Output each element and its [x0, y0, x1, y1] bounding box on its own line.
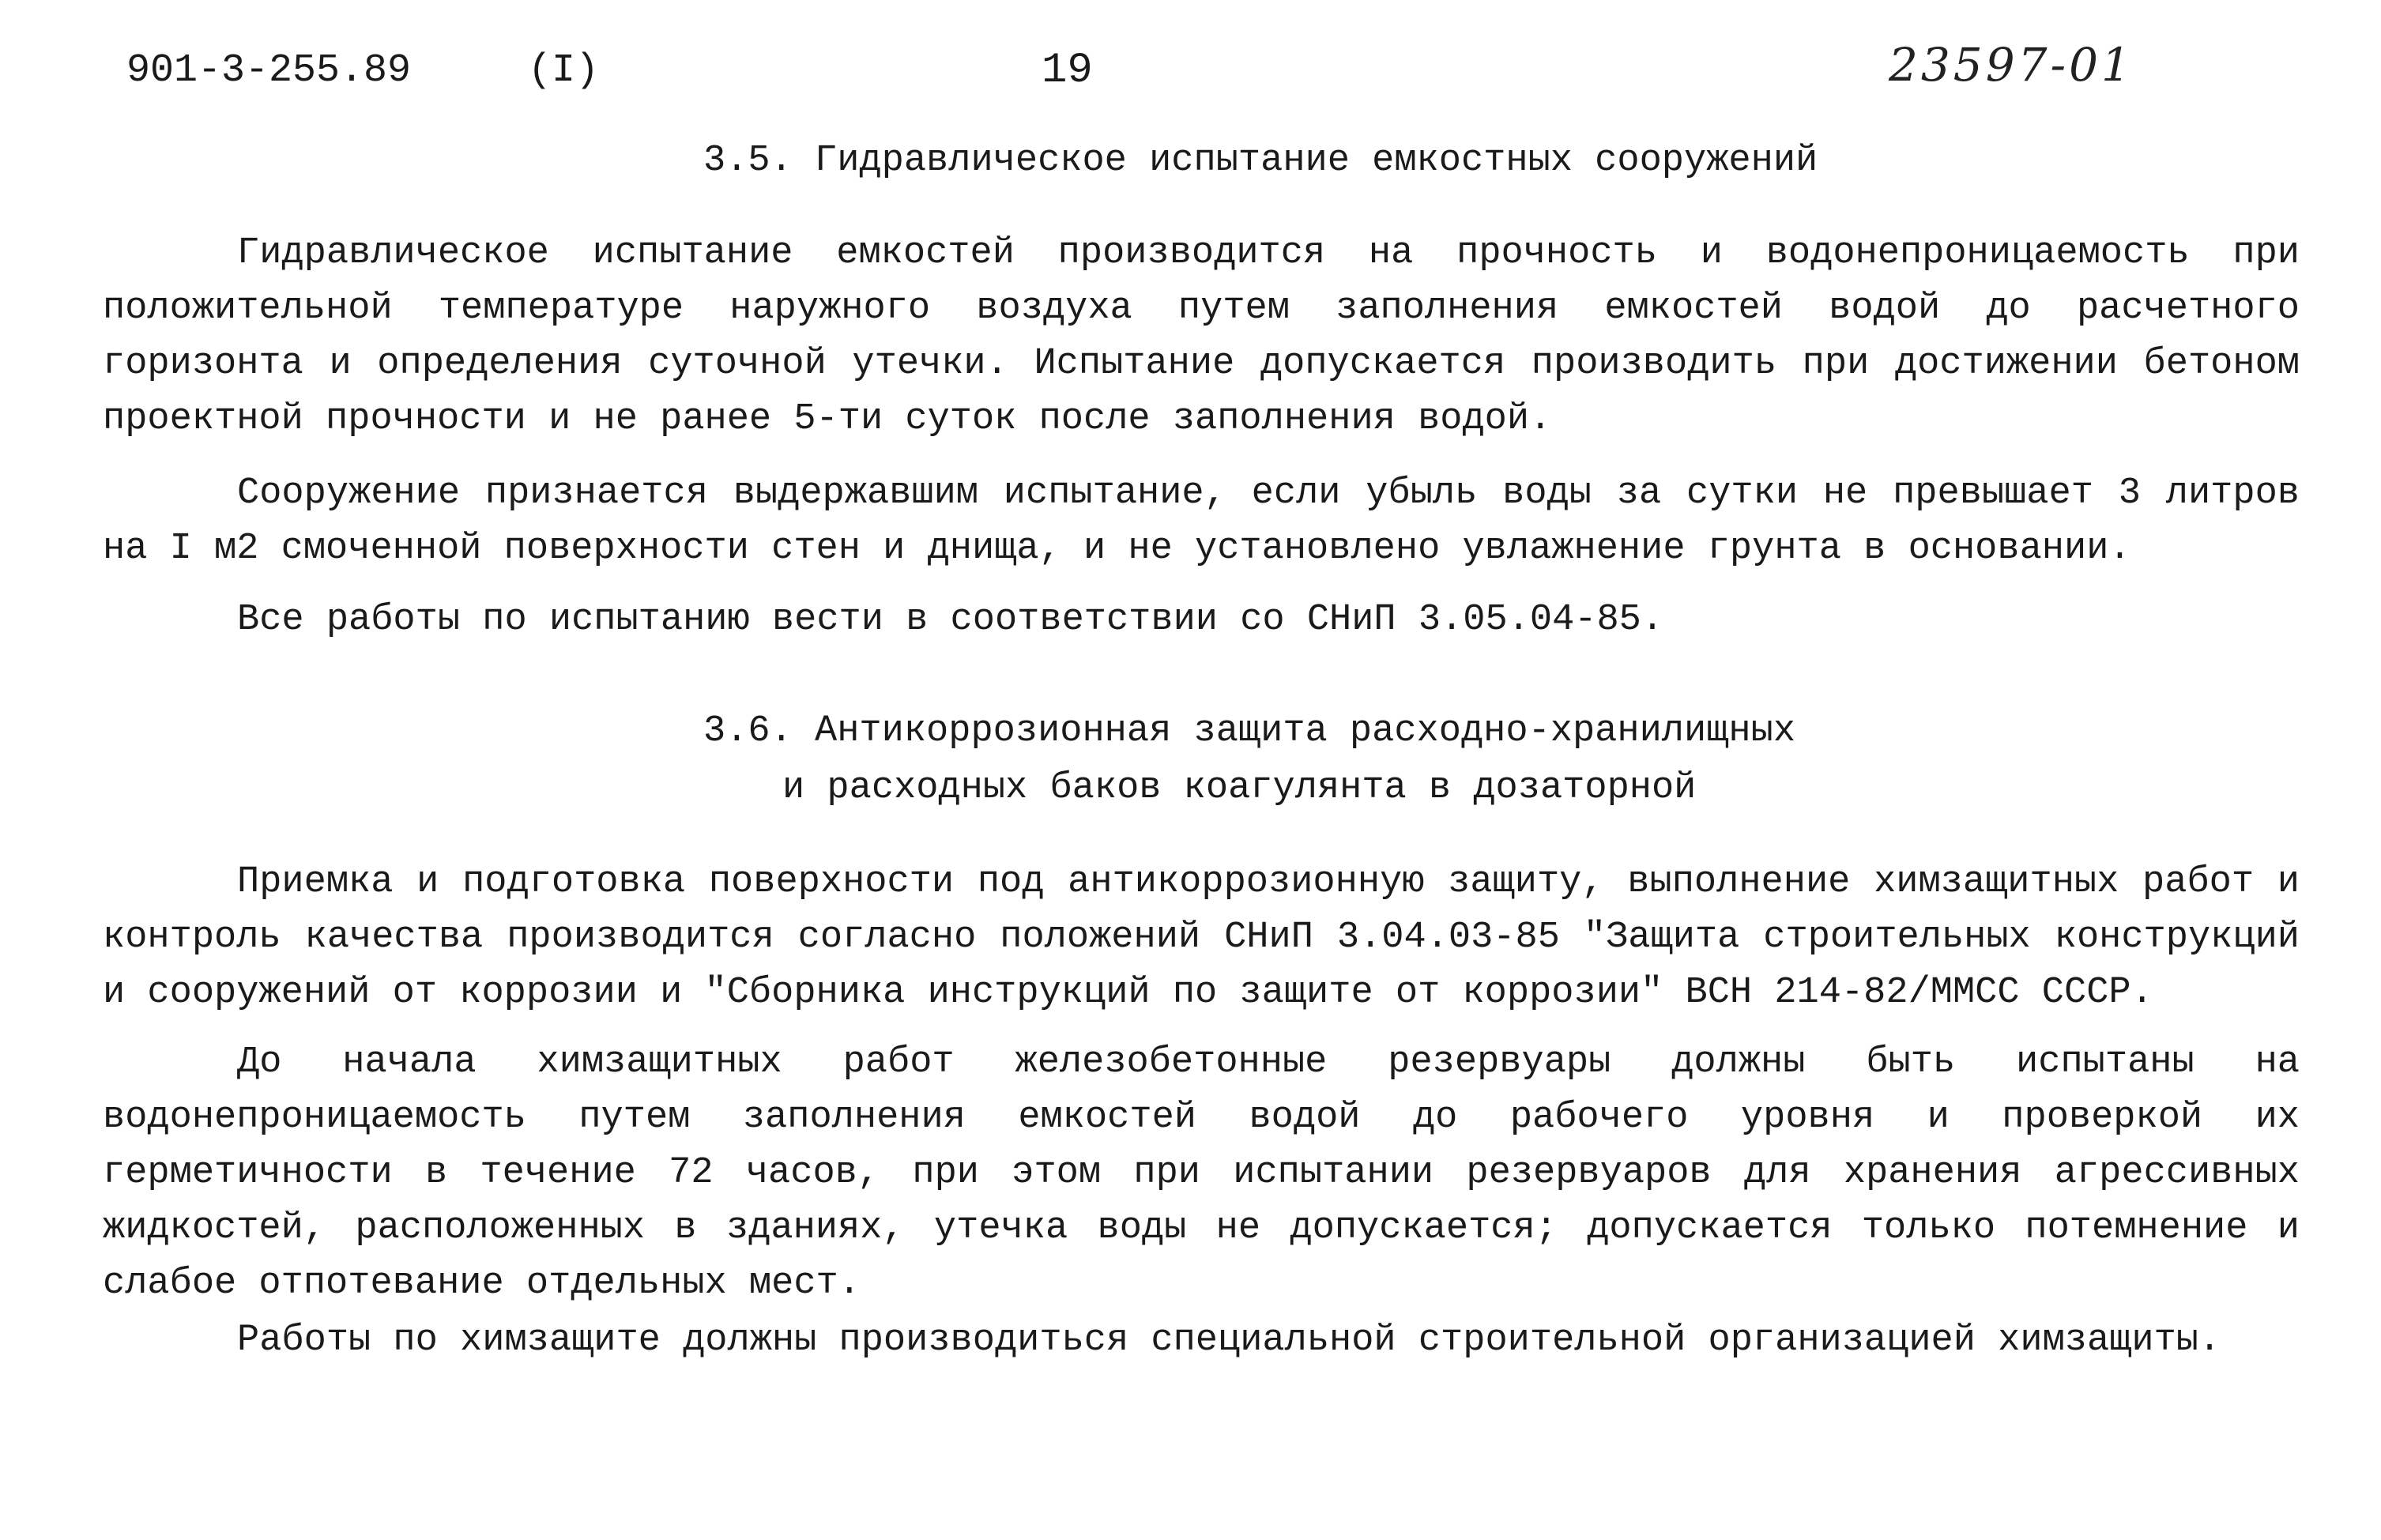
document-code: 901-3-255.89: [126, 48, 412, 93]
section-3-6-paragraph: Приемка и подготовка поверхности под антикоррозионную защиту, выполнение химзащитных работ и контроль качества производится согласно положений СНиП 3.04.03-85 "Защита строительных конструкций и сооружений от коррозии и "Сборника инструкций по защите от коррозии" ВСН 214-82/ММСС СССР.: [103, 861, 2300, 1014]
issue-number: (I): [528, 48, 600, 93]
inventory-number-handwritten: 23597-01: [1889, 38, 2134, 92]
section-3-6-title-line-2: и расходных баков коагулянта в дозаторной: [782, 767, 1697, 809]
section-3-5-title: 3.5. Гидравлическое испытание емкостных сооружений: [703, 140, 1818, 182]
section-3-6-paragraph: Работы по химзащите должны производиться специальной строительной организацией химзащиты.: [237, 1320, 2221, 1361]
section-3-6-title-line-1: 3.6. Антикоррозионная защита расходно-хранилищных: [703, 710, 1796, 752]
section-3-5-paragraph: Сооружение признается выдержавшим испытание, если убыль воды за сутки не превышает 3 литров на I м2 смоченной поверхности стен и днища, и не установлено увлажнение грунта в основании.: [103, 473, 2300, 570]
page-number: 19: [1042, 47, 1093, 95]
section-3-5-paragraph: Все работы по испытанию вести в соответствии со СНиП 3.05.04-85.: [237, 599, 1664, 641]
section-3-6-paragraph: До начала химзащитных работ железобетонные резервуары должны быть испытаны на водонепроницаемость путем заполнения емкостей водой до рабочего уровня и проверкой их герметичности в течение 72 часов, при этом при испытании резервуаров для хранения агрессивных жидкостей, расположенных в зданиях, утечка воды не допускается; допускается только потемнение и слабое отпотевание отдельных мест.: [103, 1041, 2300, 1305]
section-3-5-paragraph: Гидравлическое испытание емкостей производится на прочность и водонепроницаемость при положительной температуре наружного воздуха путем заполнения емкостей водой до расчетного горизонта и определения суточной утечки. Испытание допускается производить при достижении бетоном проектной прочности и не ранее 5-ти суток после заполнения водой.: [103, 232, 2300, 440]
